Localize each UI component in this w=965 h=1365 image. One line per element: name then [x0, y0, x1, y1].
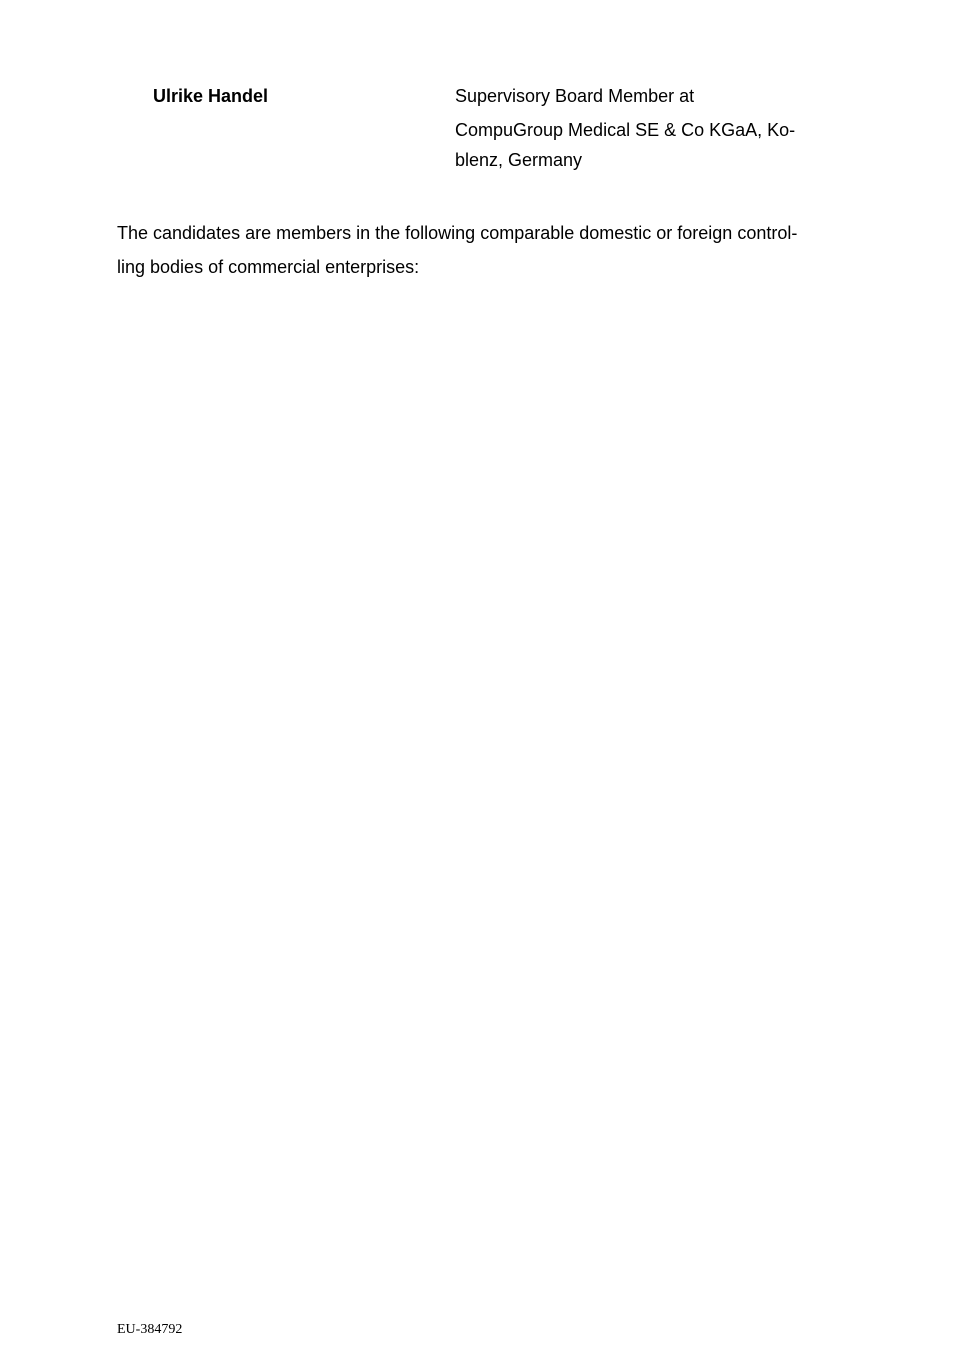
document-id: EU-384792: [117, 1322, 183, 1337]
candidate-name: Ulrike Handel: [153, 86, 269, 106]
body-paragraph: [117, 222, 877, 278]
position-line: Supervisory Board Member at: [455, 86, 695, 106]
position-line: CompuGroup Medical SE & Co KGaA, Ko-: [455, 120, 796, 140]
position-line: blenz, Germany: [455, 150, 583, 170]
candidate-positions: [455, 85, 855, 171]
paragraph-line: The candidates are members in the following comparable domestic or foreign control-: [117, 223, 798, 243]
paragraph-line: ling bodies of commercial enterprises:: [117, 257, 420, 277]
